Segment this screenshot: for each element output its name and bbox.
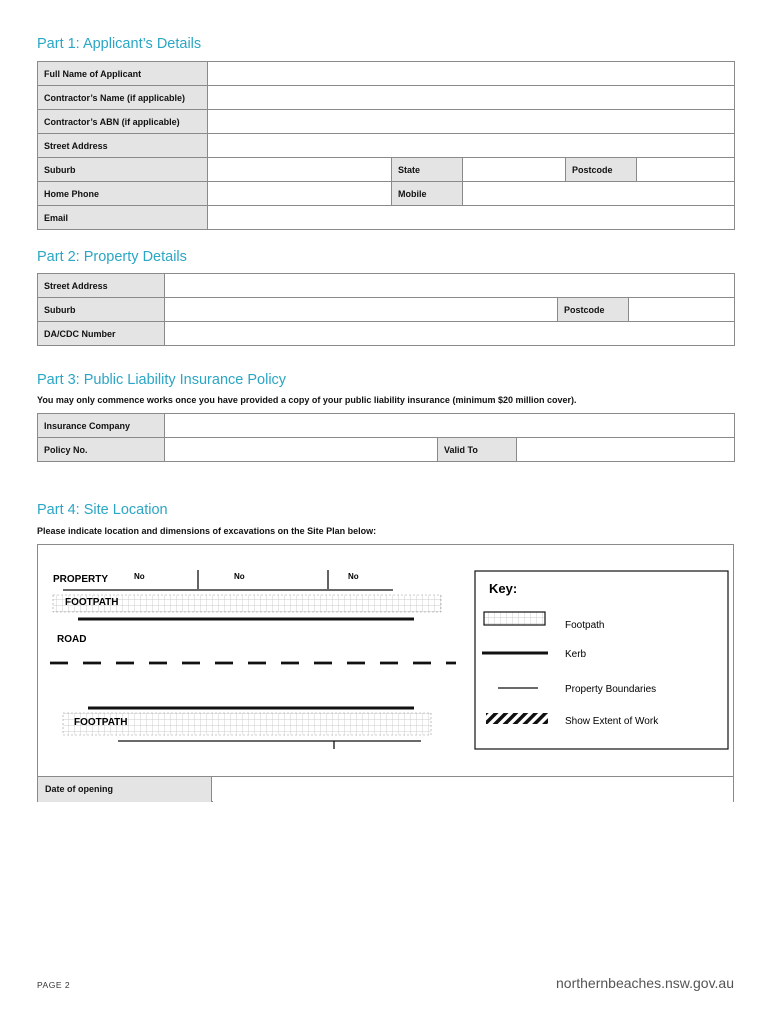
mobile-label: Mobile xyxy=(392,182,463,206)
part3-heading: Part 3: Public Liability Insurance Policy xyxy=(37,372,287,388)
property-suburb-label: Suburb xyxy=(38,298,165,322)
key-footpath-swatch xyxy=(484,612,545,625)
no-label-1: No xyxy=(134,572,145,581)
property-postcode-field[interactable] xyxy=(629,298,735,322)
no-label-3: No xyxy=(348,572,359,581)
suburb-field[interactable] xyxy=(208,158,392,182)
property-details-table xyxy=(37,273,735,346)
date-of-opening-row xyxy=(38,776,733,802)
contractor-abn-field[interactable] xyxy=(208,110,735,134)
dacdc-input[interactable] xyxy=(165,322,734,345)
part2-heading: Part 2: Property Details xyxy=(37,249,187,265)
road-label: ROAD xyxy=(57,634,87,645)
key-footpath-label: Footpath xyxy=(565,620,605,631)
footpath-top-label: FOOTPATH xyxy=(65,597,119,608)
state-field[interactable] xyxy=(463,158,566,182)
no-label-2: No xyxy=(234,572,245,581)
part4-heading: Part 4: Site Location xyxy=(37,502,168,518)
part4-note: Please indicate location and dimensions of excavations on the Site Plan below: xyxy=(37,526,377,536)
valid-to-input[interactable] xyxy=(517,438,734,461)
property-label: PROPERTY xyxy=(53,574,109,585)
site-plan-box xyxy=(37,544,734,802)
mobile-input[interactable] xyxy=(463,182,734,205)
policy-no-input[interactable] xyxy=(165,438,437,461)
valid-to-label: Valid To xyxy=(438,438,517,462)
full-name-field[interactable] xyxy=(208,62,735,86)
full-name-label: Full Name of Applicant xyxy=(38,62,208,86)
contractor-abn-input[interactable] xyxy=(208,110,734,133)
email-field[interactable] xyxy=(208,206,735,230)
contractor-name-field[interactable] xyxy=(208,86,735,110)
date-of-opening-input[interactable] xyxy=(213,777,733,802)
policy-no-field[interactable] xyxy=(165,438,438,462)
date-of-opening-label: Date of opening xyxy=(38,777,212,802)
postcode-field[interactable] xyxy=(637,158,735,182)
insurance-company-input[interactable] xyxy=(165,414,734,437)
applicant-details-table xyxy=(37,61,735,230)
key-extent-label: Show Extent of Work xyxy=(565,716,659,727)
contractor-name-label: Contractor’s Name (if applicable) xyxy=(38,86,208,110)
property-street-label: Street Address xyxy=(38,274,165,298)
valid-to-field[interactable] xyxy=(517,438,735,462)
email-input[interactable] xyxy=(208,206,734,229)
street-address-input[interactable] xyxy=(208,134,734,157)
home-phone-label: Home Phone xyxy=(38,182,208,206)
dacdc-field[interactable] xyxy=(165,322,735,346)
suburb-label: Suburb xyxy=(38,158,208,182)
part3-note: You may only commence works once you have provided a copy of your public liability insurance (minimum $20 million cover). xyxy=(37,395,577,405)
home-phone-field[interactable] xyxy=(208,182,392,206)
full-name-input[interactable] xyxy=(208,62,734,85)
key-title: Key: xyxy=(489,581,518,596)
property-street-field[interactable] xyxy=(165,274,735,298)
insurance-table xyxy=(37,413,735,462)
contractor-abn-label: Contractor’s ABN (if applicable) xyxy=(38,110,208,134)
policy-no-label: Policy No. xyxy=(38,438,165,462)
email-label: Email xyxy=(38,206,208,230)
street-address-label: Street Address xyxy=(38,134,208,158)
street-address-field[interactable] xyxy=(208,134,735,158)
property-suburb-input[interactable] xyxy=(165,298,557,321)
part1-heading: Part 1: Applicant’s Details xyxy=(37,36,202,52)
contractor-name-input[interactable] xyxy=(208,86,734,109)
home-phone-input[interactable] xyxy=(208,182,391,205)
mobile-field[interactable] xyxy=(463,182,735,206)
suburb-input[interactable] xyxy=(208,158,391,181)
property-suburb-field[interactable] xyxy=(165,298,558,322)
footpath-bottom-label: FOOTPATH xyxy=(74,717,128,728)
state-label: State xyxy=(392,158,463,182)
postcode-label: Postcode xyxy=(566,158,637,182)
website-url: northernbeaches.nsw.gov.au xyxy=(556,975,734,991)
page-number: PAGE 2 xyxy=(37,980,71,990)
key-kerb-label: Kerb xyxy=(565,649,587,660)
property-postcode-label: Postcode xyxy=(558,298,629,322)
insurance-company-label: Insurance Company xyxy=(38,414,165,438)
key-boundary-label: Property Boundaries xyxy=(565,684,657,695)
property-postcode-input[interactable] xyxy=(629,298,734,321)
site-plan[interactable] xyxy=(38,545,733,776)
insurance-company-field[interactable] xyxy=(165,414,735,438)
key-extent-swatch xyxy=(486,713,548,724)
postcode-input[interactable] xyxy=(637,158,734,181)
state-input[interactable] xyxy=(463,158,565,181)
property-street-input[interactable] xyxy=(165,274,734,297)
dacdc-label: DA/CDC Number xyxy=(38,322,165,346)
